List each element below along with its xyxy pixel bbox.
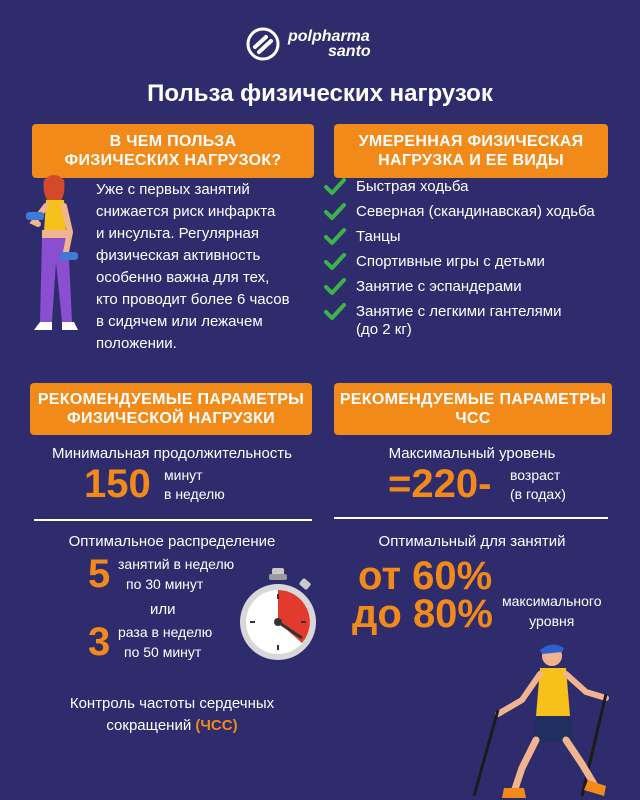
control-text (22, 693, 322, 737)
brand-name (288, 29, 371, 59)
check-icon (324, 203, 346, 221)
benefit-text-line: особенно важна для тех, (96, 269, 270, 286)
min-duration-label: Минимальная продолжительность (51, 445, 292, 462)
list-item-label-line1: Занятие с легкими гантелями (356, 303, 562, 320)
brand-logo-icon (246, 27, 280, 61)
max-level-unit-line1: возраст (510, 467, 561, 483)
nordic-walker-illustration (470, 640, 630, 798)
list-item-label (356, 303, 561, 339)
range-unit-line2: уровня (529, 613, 575, 629)
benefit-heading-line1: В ЧЕМ ПОЛЬЗА (109, 133, 237, 150)
max-level-unit-line2: (в годах) (510, 486, 566, 502)
check-icon (324, 253, 346, 271)
option1-value: 5 (88, 552, 111, 596)
option1-text (118, 554, 234, 594)
option1-text-line2: по 30 минут (126, 576, 204, 592)
list-item (324, 228, 634, 246)
option1-text-line1: занятий в неделю (118, 556, 235, 572)
activity-types-heading (334, 124, 608, 178)
stopwatch-icon (236, 566, 320, 662)
brand-line2: santo (328, 43, 371, 60)
list-item (324, 303, 634, 339)
divider (334, 517, 608, 519)
hr-params-heading (334, 383, 612, 435)
option2-text-line2: по 50 минут (124, 644, 202, 660)
range-unit-line1: максимального (502, 593, 602, 609)
list-item (324, 253, 634, 271)
list-item-label: Северная (скандинавская) ходьба (356, 203, 595, 220)
benefit-text-line: и инсульта. Регулярная (96, 225, 259, 242)
control-text-line1: Контроль частоты сердечных (69, 695, 275, 712)
benefit-heading (32, 124, 314, 178)
control-text-line2-main: сокращений (106, 717, 192, 734)
list-item-label: Спортивные игры с детьми (356, 253, 545, 270)
activity-types-heading-line2: НАГРУЗКА И ЕЕ ВИДЫ (378, 152, 564, 169)
list-item-label: Быстрая ходьба (356, 178, 469, 195)
min-duration-unit-line2: в неделю (164, 486, 225, 502)
hr-params-heading-line1: РЕКОМЕНДУЕМЫЕ ПАРАМЕТРЫ (339, 391, 607, 408)
divider (34, 519, 312, 521)
list-item (324, 278, 634, 296)
max-level-formula: =220- (388, 462, 492, 506)
hr-abbreviation: (ЧСС) (195, 717, 238, 734)
or-text: или (150, 601, 176, 618)
distribution-label: Оптимальное распределение (68, 533, 276, 550)
min-duration-value: 150 (84, 462, 151, 506)
optimal-label: Оптимальный для занятий (378, 533, 566, 550)
activity-types-list (324, 178, 634, 346)
check-icon (324, 178, 346, 196)
range-unit (502, 591, 602, 631)
max-level-unit (510, 466, 566, 504)
list-item (324, 203, 634, 221)
list-item-label-line2: (до 2 кг) (356, 321, 412, 338)
range-to: до 80% (352, 592, 493, 636)
check-icon (324, 303, 346, 321)
control-text-line2 (22, 715, 322, 737)
min-duration-unit-line1: минут (164, 467, 203, 483)
option2-text (118, 622, 212, 662)
check-icon (324, 278, 346, 296)
load-params-heading (30, 383, 312, 435)
benefit-heading-line2: ФИЗИЧЕСКИХ НАГРУЗОК? (64, 152, 282, 169)
check-icon (324, 228, 346, 246)
option2-text-line1: раза в неделю (118, 624, 213, 640)
benefit-text-line: физическая активность (96, 247, 261, 264)
brand-line1: polpharma (288, 28, 370, 45)
list-item (324, 178, 634, 196)
benefit-text-line: положении. (96, 335, 177, 352)
list-item-label: Танцы (356, 228, 401, 245)
page-title: Польза физических нагрузок (147, 80, 493, 107)
list-item-label: Занятие с эспандерами (356, 278, 522, 295)
brand-logo (246, 24, 371, 64)
benefit-text (96, 179, 316, 355)
max-level-label: Максимальный уровень (388, 445, 556, 462)
benefit-text-line: кто проводит более 6 часов (96, 291, 290, 308)
benefit-text-line: Уже с первых занятий (96, 181, 250, 198)
woman-dumbbells-illustration (20, 172, 92, 348)
min-duration-unit (164, 466, 225, 504)
hr-params-heading-line2: ЧСС (455, 410, 491, 427)
load-params-heading-line2: ФИЗИЧЕСКОЙ НАГРУЗКИ (67, 410, 275, 427)
benefit-text-line: снижается риск инфаркта (96, 203, 276, 220)
benefit-text-line: в сидячем или лежачем (96, 313, 263, 330)
range-from: от 60% (358, 554, 493, 598)
load-params-heading-line1: РЕКОМЕНДУЕМЫЕ ПАРАМЕТРЫ (37, 391, 305, 408)
activity-types-heading-line1: УМЕРЕННАЯ ФИЗИЧЕСКАЯ (358, 133, 584, 150)
option2-value: 3 (88, 620, 111, 664)
